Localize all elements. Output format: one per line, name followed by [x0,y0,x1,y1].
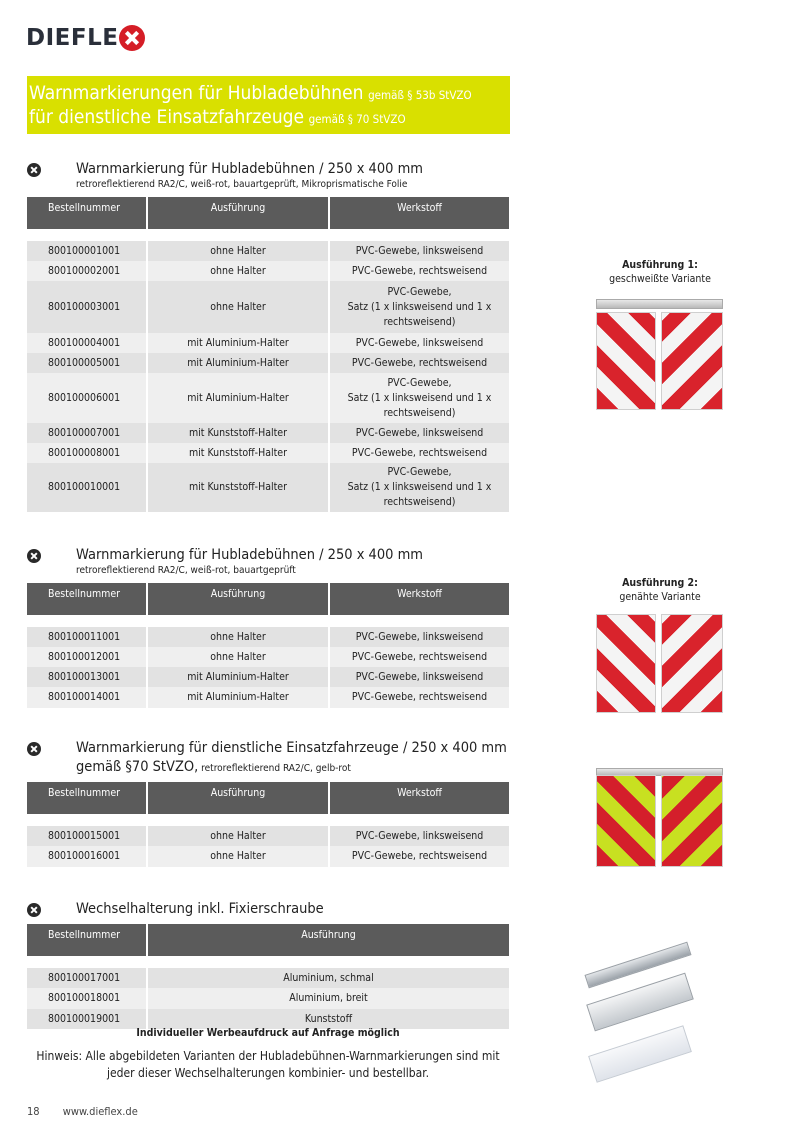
material: PVC-Gewebe, rechtsweisend [328,846,509,867]
section-title-line2: gemäß §70 StVZO, [76,759,199,775]
table-row [27,353,509,373]
product-table-1 [27,197,509,512]
table-row [27,988,509,1009]
table-row [27,241,509,261]
order-number: 800100008001 [27,443,146,463]
order-number: 800100012001 [27,647,146,667]
col-header: Bestellnummer [27,924,146,956]
material: PVC-Gewebe, Satz (1 x linksweisend und 1 x rechtsweisend) [328,281,509,333]
table-row [27,846,509,867]
material: PVC-Gewebe, rechtsweisend [328,261,509,281]
section-title: Warnmarkierung für dienstliche Einsatzfahrzeuge / 250 x 400 mm [76,740,507,756]
banner-law-1: gemäß § 53b StVZO [368,88,472,102]
section-subtitle-line [76,759,351,775]
table-row [27,627,509,647]
table-row [27,373,509,423]
variant-1-text: geschweißte Variante [609,273,711,285]
order-number: 800100019001 [27,1009,146,1029]
variant-2-text: genähte Variante [619,591,701,603]
variant: Aluminium, breit [146,988,509,1009]
banner-title-2: für dienstliche Einsatzfahrzeuge [29,106,305,128]
variant: mit Kunststoff-Halter [146,443,328,463]
table-row [27,826,509,846]
section-title: Warnmarkierung für Hubladebühnen / 250 x 400 mm [76,161,424,177]
order-number: 800100016001 [27,846,146,867]
col-header: Werkstoff [328,782,509,814]
col-header: Bestellnummer [27,583,146,615]
banner-title-1: Warnmarkierungen für Hubladebühnen [29,82,364,104]
order-number: 800100013001 [27,667,146,687]
order-number: 800100005001 [27,353,146,373]
order-number: 800100007001 [27,423,146,443]
x-bullet-icon [27,163,41,177]
table-row [27,261,509,281]
welded-top-bar-image [596,299,723,309]
material: PVC-Gewebe, linksweisend [328,241,509,261]
variant: ohne Halter [146,627,328,647]
order-number: 800100015001 [27,826,146,846]
variant: ohne Halter [146,846,328,867]
brand-name: DIEFLE [26,25,119,51]
variant: mit Aluminium-Halter [146,667,328,687]
material: PVC-Gewebe, linksweisend [328,667,509,687]
variant: mit Aluminium-Halter [146,333,328,353]
table-row [27,687,509,708]
table-row [27,281,509,333]
yellow-left-panel-image [596,775,656,867]
variant: ohne Halter [146,826,328,846]
banner-line-2 [29,106,510,130]
table-row [27,1009,509,1029]
col-header: Ausführung [146,924,509,956]
table-row [27,463,509,512]
brand-logo [26,24,145,52]
title-banner [27,76,510,134]
table-row [27,423,509,443]
variant: Kunststoff [146,1009,509,1029]
col-header: Ausführung [146,782,328,814]
hint-text: Hinweis: Alle abgebildeten Varianten der Hubladebühnen-Warnmarkierungen sind mit jeder dieser Wechselhalterungen kombinier- und bestellbar. [36,1049,500,1080]
material: PVC-Gewebe, linksweisend [328,627,509,647]
variant-1-caption [582,258,738,286]
section-title: Warnmarkierung für Hubladebühnen / 250 x 400 mm [76,547,424,563]
variant: ohne Halter [146,241,328,261]
brand-x-icon [119,25,145,51]
section-subtitle: retroreflektierend RA2/C, gelb-rot [201,763,351,774]
material: PVC-Gewebe, linksweisend [328,423,509,443]
table-row [27,968,509,988]
material: PVC-Gewebe, Satz (1 x linksweisend und 1 x rechtsweisend) [328,373,509,423]
material: PVC-Gewebe, rechtsweisend [328,353,509,373]
order-number: 800100002001 [27,261,146,281]
table-row [27,443,509,463]
material: PVC-Gewebe, Satz (1 x linksweisend und 1 x rechtsweisend) [328,463,509,512]
material: PVC-Gewebe, rechtsweisend [328,687,509,708]
variant-2-title: Ausführung 2: [622,577,698,589]
page-number: 18 [27,1105,40,1118]
table-row [27,667,509,687]
x-bullet-icon [27,742,41,756]
product-table-3 [27,782,509,867]
col-header: Bestellnummer [27,197,146,229]
col-header: Bestellnummer [27,782,146,814]
col-header: Werkstoff [328,197,509,229]
order-number: 800100010001 [27,463,146,512]
variant-1-title: Ausführung 1: [622,259,698,271]
variant: mit Aluminium-Halter [146,373,328,423]
order-number: 800100003001 [27,281,146,333]
variant: Aluminium, schmal [146,968,509,988]
variant: mit Kunststoff-Halter [146,423,328,443]
x-bullet-icon [27,549,41,563]
yellow-right-panel-image [661,775,723,867]
order-number: 800100017001 [27,968,146,988]
website-url: www.dieflex.de [62,1105,138,1118]
custom-print-note: Individueller Werbeaufdruck auf Anfrage möglich [136,1027,400,1039]
x-bullet-icon [27,903,41,917]
product-table-4 [27,924,509,1029]
variant-2-caption [582,576,738,604]
material: PVC-Gewebe, linksweisend [328,826,509,846]
col-header: Ausführung [146,583,328,615]
sewn-right-panel-image [661,614,723,713]
section-title: Wechselhalterung inkl. Fixierschraube [76,901,324,917]
col-header: Werkstoff [328,583,509,615]
order-number: 800100011001 [27,627,146,647]
table-row [27,333,509,353]
col-header: Ausführung [146,197,328,229]
order-number: 800100001001 [27,241,146,261]
variant: ohne Halter [146,281,328,333]
order-number: 800100014001 [27,687,146,708]
table-row [27,647,509,667]
variant: ohne Halter [146,261,328,281]
material: PVC-Gewebe, linksweisend [328,333,509,353]
plastic-holder-image [588,1025,692,1083]
page-footer [27,1105,158,1118]
order-number: 800100006001 [27,373,146,423]
sewn-left-panel-image [596,614,656,713]
material: PVC-Gewebe, rechtsweisend [328,647,509,667]
order-number: 800100004001 [27,333,146,353]
product-table-2 [27,583,509,708]
section-subtitle: retroreflektierend RA2/C, weiß-rot, bauartgeprüft, Mikroprismatische Folie [76,179,408,190]
banner-line-1 [29,82,510,106]
material: PVC-Gewebe, rechtsweisend [328,443,509,463]
variant: mit Kunststoff-Halter [146,463,328,512]
banner-law-2: gemäß § 70 StVZO [308,112,406,126]
welded-right-panel-image [661,312,723,410]
order-number: 800100018001 [27,988,146,1009]
variant: mit Aluminium-Halter [146,353,328,373]
welded-left-panel-image [596,312,656,410]
variant: ohne Halter [146,647,328,667]
section-subtitle: retroreflektierend RA2/C, weiß-rot, bauartgeprüft [76,565,296,576]
variant: mit Aluminium-Halter [146,687,328,708]
